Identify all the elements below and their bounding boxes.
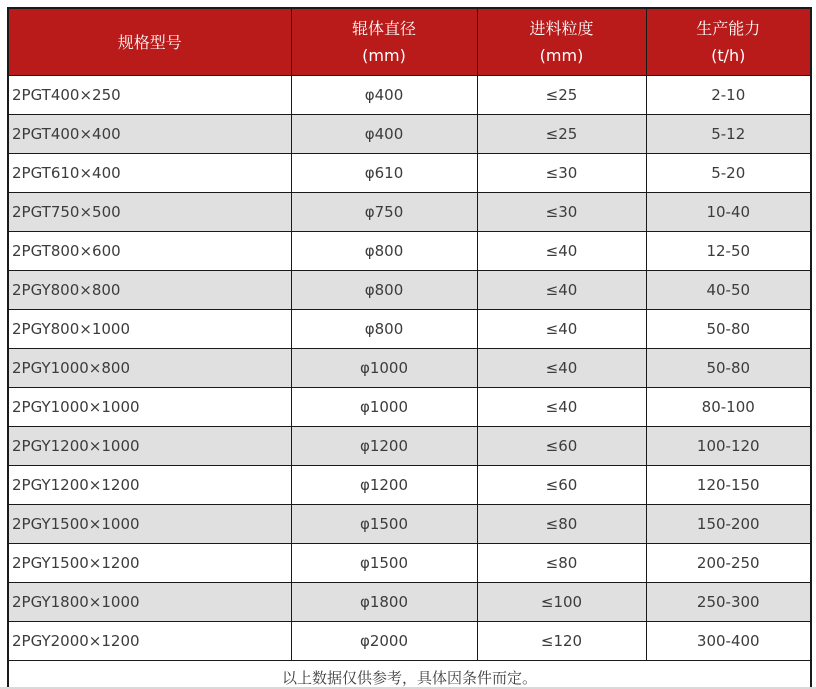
table-cell: φ1500: [291, 505, 477, 544]
table-cell: 2PGY1000×800: [8, 349, 291, 388]
table-cell: ≤80: [477, 505, 646, 544]
table-row: [8, 232, 811, 271]
header-label: 规格型号: [117, 32, 182, 52]
table-cell: φ800: [291, 271, 477, 310]
table-cell: ≤40: [477, 349, 646, 388]
table-cell: 2PGY1500×1000: [8, 505, 291, 544]
table-cell: φ1800: [291, 583, 477, 622]
table-cell: 12-50: [646, 232, 811, 271]
footer-row: [8, 661, 811, 689]
table-cell: φ610: [291, 154, 477, 193]
table-cell: ≤25: [477, 115, 646, 154]
table-row: [8, 349, 811, 388]
table-row: [8, 466, 811, 505]
table-cell: 5-20: [646, 154, 811, 193]
table-cell: ≤25: [477, 76, 646, 115]
table-cell: ≤40: [477, 388, 646, 427]
table-cell: ≤40: [477, 310, 646, 349]
table-row: [8, 427, 811, 466]
table-cell: 2PGT400×250: [8, 76, 291, 115]
table-row: [8, 505, 811, 544]
table-cell: ≤60: [477, 466, 646, 505]
table-cell: 2PGY2000×1200: [8, 622, 291, 661]
table-cell: φ1200: [291, 427, 477, 466]
table-row: [8, 271, 811, 310]
table-cell: 2PGY1800×1000: [8, 583, 291, 622]
table-row: [8, 76, 811, 115]
table-cell: 2PGT800×600: [8, 232, 291, 271]
table-cell: φ800: [291, 232, 477, 271]
table-cell: φ400: [291, 76, 477, 115]
table-cell: 2PGY800×800: [8, 271, 291, 310]
header-label: 进料粒度: [529, 19, 594, 38]
table-cell: 2PGY1200×1000: [8, 427, 291, 466]
table-cell: 2PGT610×400: [8, 154, 291, 193]
table-cell: ≤40: [477, 232, 646, 271]
table-cell: φ800: [291, 310, 477, 349]
table-cell: φ1000: [291, 349, 477, 388]
table-cell: ≤80: [477, 544, 646, 583]
table-row: [8, 388, 811, 427]
table-cell: 150-200: [646, 505, 811, 544]
header-cell-feed-size: [477, 8, 646, 76]
table-cell: 80-100: [646, 388, 811, 427]
header-cell-roller-diameter: [291, 8, 477, 76]
table-cell: 2PGT400×400: [8, 115, 291, 154]
table-cell: 120-150: [646, 466, 811, 505]
header-label: 生产能力: [696, 19, 761, 38]
table-row: [8, 583, 811, 622]
header-row: [8, 8, 811, 76]
table-cell: 2PGY800×1000: [8, 310, 291, 349]
header-unit: (t/h): [711, 46, 746, 65]
table-cell: φ1500: [291, 544, 477, 583]
table-cell: 2PGY1000×1000: [8, 388, 291, 427]
table-cell: ≤120: [477, 622, 646, 661]
table-cell: 10-40: [646, 193, 811, 232]
header-label: 辊体直径: [351, 19, 416, 38]
table-cell: ≤30: [477, 154, 646, 193]
table-cell: 200-250: [646, 544, 811, 583]
table-row: [8, 544, 811, 583]
header-unit: (mm): [362, 46, 406, 65]
table-cell: 250-300: [646, 583, 811, 622]
table-header: [8, 8, 811, 76]
header-unit: (mm): [539, 46, 584, 65]
table-cell: ≤100: [477, 583, 646, 622]
table-row: [8, 154, 811, 193]
table-cell: 50-80: [646, 310, 811, 349]
table-cell: ≤30: [477, 193, 646, 232]
table-cell: 5-12: [646, 115, 811, 154]
table-cell: φ1000: [291, 388, 477, 427]
table-row: [8, 310, 811, 349]
table-cell: 40-50: [646, 271, 811, 310]
table-cell: φ400: [291, 115, 477, 154]
table-cell: 100-120: [646, 427, 811, 466]
table-row: [8, 622, 811, 661]
table-cell: 50-80: [646, 349, 811, 388]
table-body: [8, 76, 811, 661]
footer-note: 以上数据仅供参考，具体因条件而定。: [8, 661, 811, 689]
header-cell-model: [8, 8, 291, 76]
table-cell: φ2000: [291, 622, 477, 661]
header-cell-capacity: [646, 8, 811, 76]
table-row: [8, 115, 811, 154]
table-footer: [8, 661, 811, 689]
table-cell: 2PGY1500×1200: [8, 544, 291, 583]
table-cell: φ750: [291, 193, 477, 232]
table-cell: ≤40: [477, 271, 646, 310]
table-cell: 2PGT750×500: [8, 193, 291, 232]
table-cell: 2-10: [646, 76, 811, 115]
table-cell: 2PGY1200×1200: [8, 466, 291, 505]
spec-table: [7, 7, 812, 689]
table-row: [8, 193, 811, 232]
table-cell: 300-400: [646, 622, 811, 661]
table-cell: φ1200: [291, 466, 477, 505]
table-cell: ≤60: [477, 427, 646, 466]
